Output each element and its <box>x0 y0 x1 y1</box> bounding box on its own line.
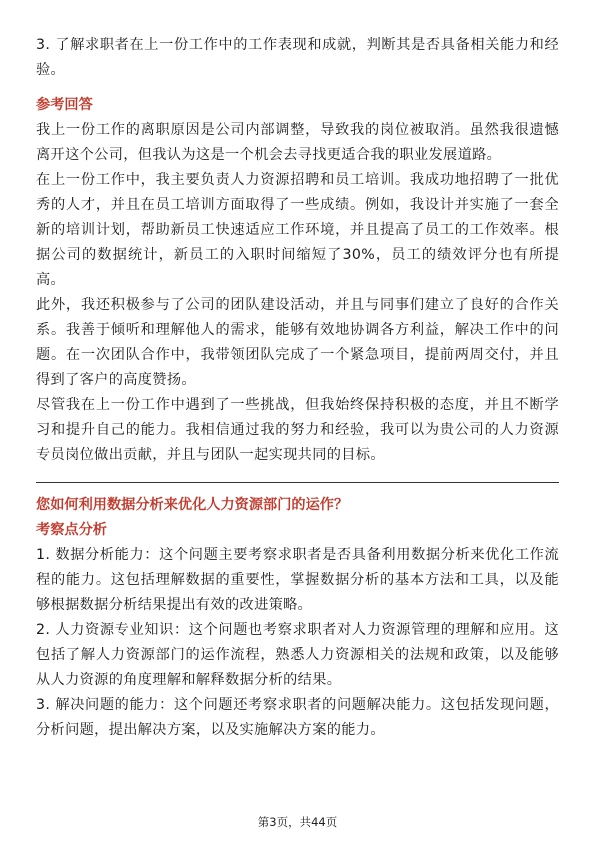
question-analysis-item-1: 1. 数据分析能力：这个问题主要考察求职者是否具备利用数据分析来优化工作流程的能力。这包括理解数据的重要性，掌握数据分析的基本方法和工具，以及能够根据数据分析结果提出有效的改进策略。 <box>36 547 559 613</box>
question-analysis-item-2: 2. 人力资源专业知识：这个问题也考察求职者对人力资源管理的理解和应用。这包括了解人力资源部门的运作流程，熟悉人力资源相关的法规和政策，以及能够从人力资源的角度理解和解释数据分析的结果。 <box>36 622 559 688</box>
analysis-item-3: 3. 了解求职者在上一份工作中的工作表现和成就，判断其是否具备相关能力和经验。 <box>36 37 559 78</box>
section-divider <box>36 482 559 483</box>
answer-paragraph-2: 在上一份工作中，我主要负责人力资源招聘和员工培训。我成功地招聘了一批优秀的人才，并且在员工培训方面取得了一些成绩。例如，我设计并实施了一套全新的培训计划，帮助新员工快速适应工作环境，并且提高了员工的工作效率。根据公司的数据统计，新员工的入职时间缩短了30%，员工的绩效评分也有所提高。 <box>36 172 559 288</box>
page-number-footer: 第3页，共44页 <box>257 815 338 829</box>
question-title: 您如何利用数据分析来优化人力资源部门的运作？ <box>36 497 349 513</box>
reference-answer-label: 参考回答 <box>36 97 93 113</box>
analysis-label: 考察点分析 <box>36 522 107 538</box>
question-analysis-item-3: 3. 解决问题的能力：这个问题还考察求职者的问题解决能力。这包括发现问题，分析问题，提出解决方案，以及实施解决方案的能力。 <box>36 697 559 738</box>
answer-paragraph-1: 我上一份工作的离职原因是公司内部调整，导致我的岗位被取消。虽然我很遗憾离开这个公司，但我认为这是一个机会去寻找更适合我的职业发展道路。 <box>36 122 559 163</box>
answer-paragraph-4: 尽管我在上一份工作中遇到了一些挑战，但我始终保持积极的态度，并且不断学习和提升自己的能力。我相信通过我的努力和经验，我可以为贵公司的人力资源专员岗位做出贡献，并且与团队一起实现共同的目标。 <box>36 397 559 463</box>
page-content <box>36 33 559 743</box>
answer-paragraph-3: 此外，我还积极参与了公司的团队建设活动，并且与同事们建立了良好的合作关系。我善于倾听和理解他人的需求，能够有效地协调各方利益，解决工作中的问题。在一次团队合作中，我带领团队完成了一个紧急项目，提前两周交付，并且得到了客户的高度赞扬。 <box>36 297 559 388</box>
